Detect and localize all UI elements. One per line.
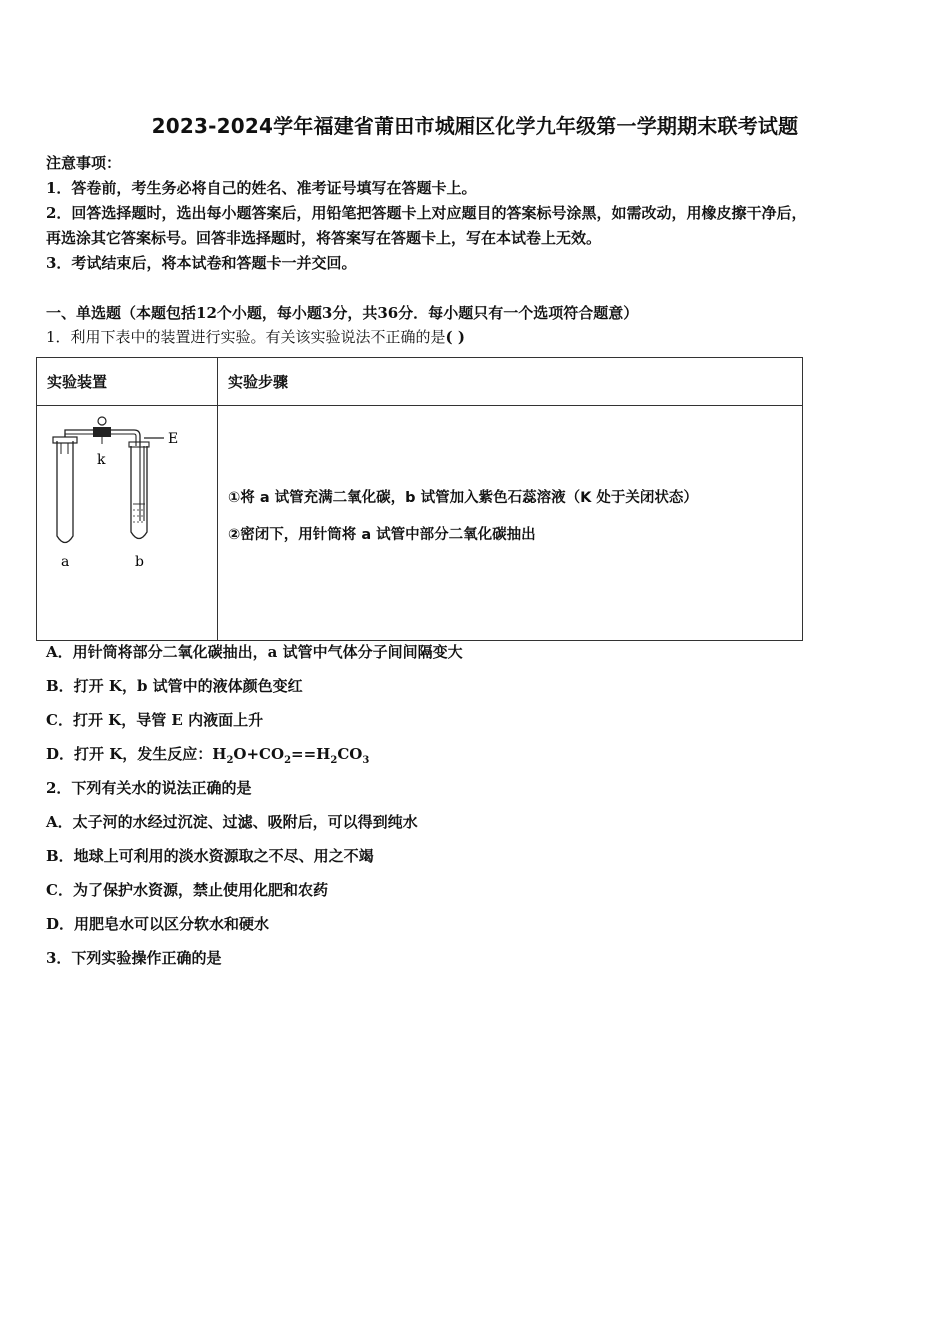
q2-option-c: C．为了保护水资源，禁止使用化肥和农药 [46, 881, 328, 899]
subscript: 2 [226, 755, 234, 766]
option-d-part: CO [337, 745, 363, 763]
page-title: 2023-2024学年福建省莆田市城厢区化学九年级第一学期期末联考试题 [151, 114, 799, 138]
notice-item: 2．回答选择题时，选出每小题答案后，用铅笔把答题卡上对应题目的答案标号涂黑，如需改动，用橡皮擦干净后， [46, 204, 807, 222]
subscript: 3 [362, 755, 370, 766]
q1-option-a: A．用针筒将部分二氧化碳抽出，a 试管中气体分子间间隔变大 [46, 643, 463, 661]
apparatus-cell [37, 406, 218, 641]
table-header-apparatus: 实验装置 [37, 358, 218, 406]
q1-option-d [46, 743, 369, 766]
q2-option-d: D．用肥皂水可以区分软水和硬水 [46, 915, 270, 933]
label-b: b [135, 554, 144, 570]
test-tube-a [57, 441, 73, 543]
option-d-part: O+CO [233, 745, 285, 763]
question-3-stem: 3．下列实验操作正确的是 [46, 949, 222, 967]
q2-option-b: B．地球上可利用的淡水资源取之不尽、用之不竭 [46, 847, 374, 865]
notice-heading: 注意事项： [46, 154, 122, 172]
steps-cell [218, 406, 803, 641]
option-d-part: ==H [291, 745, 331, 763]
subscript: 2 [284, 755, 292, 766]
q2-option-a: A．太子河的水经过沉淀、过滤、吸附后，可以得到纯水 [46, 813, 418, 831]
subscript: 2 [330, 755, 338, 766]
option-d-part: D．打开 K，发生反应：H [46, 745, 227, 763]
q1-option-c: C．打开 K，导管 E 内液面上升 [46, 711, 264, 729]
label-E: E [168, 431, 179, 447]
notice-item: 1．答卷前，考生务必将自己的姓名、准考证号填写在答题卡上。 [46, 179, 477, 197]
apparatus-diagram [37, 406, 217, 636]
experiment-table [36, 357, 803, 641]
test-tube-b [131, 446, 147, 539]
step-1: ①将 a 试管充满二氧化碳，b 试管加入紫色石蕊溶液（K 处于关闭状态） [228, 490, 698, 506]
clamp-k [93, 427, 111, 437]
q1-option-b: B．打开 K，b 试管中的液体颜色变红 [46, 677, 303, 695]
question-1-paren: ( ) [445, 328, 465, 346]
notice-item: 再选涂其它答案标号。回答非选择题时，将答案写在答题卡上，写在本试卷上无效。 [46, 229, 602, 247]
step-2: ②密闭下，用针筒将 a 试管中部分二氧化碳抽出 [228, 527, 536, 543]
notice-item: 3．考试结束后，将本试卷和答题卡一并交回。 [46, 254, 357, 272]
table-header-steps: 实验步骤 [218, 358, 803, 406]
question-2-stem: 2．下列有关水的说法正确的是 [46, 779, 252, 797]
question-1-stem [46, 326, 465, 347]
label-k: k [97, 452, 106, 468]
question-1-text: 1．利用下表中的装置进行实验。有关该实验说法不正确的是 [46, 328, 446, 346]
label-a: a [61, 554, 70, 570]
section-heading: 一、单选题（本题包括12个小题，每小题3分，共36分．每小题只有一个选项符合题意） [46, 304, 639, 322]
